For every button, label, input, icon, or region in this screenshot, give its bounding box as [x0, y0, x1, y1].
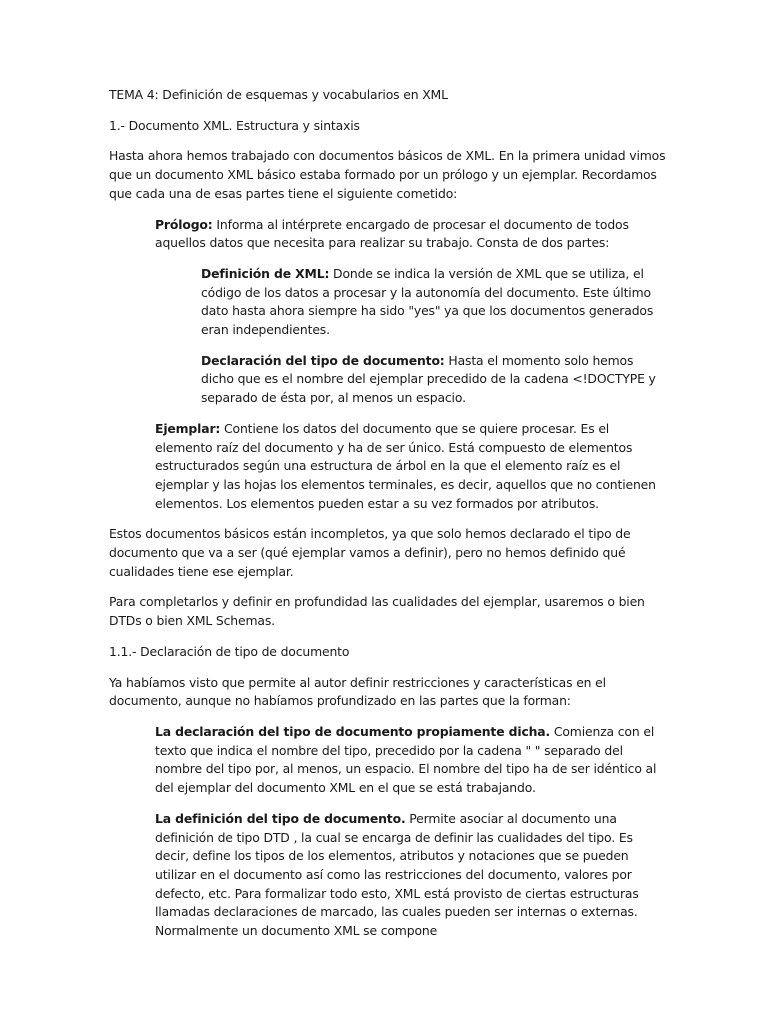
- document-page: [109, 86, 669, 953]
- definicion-tipo-term: La definición del tipo de documento.: [155, 810, 406, 826]
- decl-tipo-term: Declaración del tipo de documento:: [201, 352, 445, 368]
- decl-tipo-paragraph: [201, 352, 669, 408]
- section-heading-1-1: 1.1.- Declaración de tipo de documento: [109, 643, 350, 659]
- def-xml-text: Donde se indica la versión de XML que se utiliza, el código de los datos a procesar y la autonomía del documento. Este último dato hasta ahora siempre ha sido "yes" ya que los documentos generados eran independientes.: [201, 265, 654, 338]
- ejemplar-term: Ejemplar:: [155, 420, 221, 436]
- definicion-tipo-text: Permite asociar al documento una definición de tipo DTD , la cual se encarga de definir las cualidades del tipo. Es decir, define los tipos de los elementos, atributos y notaciones que se pueden utilizar en el documento así como las restricciones del documento, valores por defecto, etc. Para formalizar todo esto, XML está provisto de ciertas estructuras llamadas declaraciones de marcado, las cuales pueden ser internas o externas. Normalmente un documento XML se compone: [155, 810, 639, 939]
- definicion-tipo-paragraph: [155, 810, 669, 941]
- decl-tipo-text: Hasta el momento solo hemos dicho que es el nombre del ejemplar precedido de la cadena <!DOCTYPE y separado de ésta por, al menos un espacio.: [201, 352, 656, 406]
- completarlos-paragraph: Para completarlos y definir en profundidad las cualidades del ejemplar, usaremos o bien DTDs o bien XML Schemas.: [109, 594, 645, 629]
- habiamos-paragraph: Ya habíamos visto que permite al autor definir restricciones y características en el documento, aunque no habíamos profundizado en las partes que la forman:: [109, 674, 606, 709]
- decl-propia-term: La declaración del tipo de documento propiamente dicha.: [155, 723, 551, 739]
- intro-paragraph: Hasta ahora hemos trabajado con documentos básicos de XML. En la primera unidad vimos que un documento XML básico estaba formado por un prólogo y un ejemplar. Recordamos que cada una de esas partes tiene el siguiente cometido:: [109, 148, 666, 201]
- prologo-term: Prólogo:: [155, 216, 213, 232]
- prologo-paragraph: [155, 216, 669, 253]
- section-heading-1: 1.- Documento XML. Estructura y sintaxis: [109, 117, 360, 133]
- def-xml-term: Definición de XML:: [201, 265, 330, 281]
- decl-propia-paragraph: [155, 723, 669, 798]
- doc-title: TEMA 4: Definición de esquemas y vocabularios en XML: [109, 87, 448, 102]
- ejemplar-paragraph: [155, 420, 669, 514]
- prologo-text: Informa al intérprete encargado de procesar el documento de todos aquellos datos que necesita para realizar su trabajo. Consta de dos partes:: [155, 216, 629, 251]
- decl-propia-text: Comienza con el texto que indica el nombre del tipo, precedido por la cadena " " separado del nombre del tipo por, al menos, un espacio. El nombre del tipo ha de ser idéntico al del ejemplar del documento XML en el que se está trabajando.: [155, 723, 657, 796]
- ejemplar-text: Contiene los datos del documento que se quiere procesar. Es el elemento raíz del documento y ha de ser único. Está compuesto de elementos estructurados según una estructura de árbol en la que el elemento raíz es el ejemplar y las hojas los elementos terminales, es decir, aquellos que no contienen elementos. Los elementos pueden estar a su vez formados por atributos.: [155, 420, 656, 511]
- def-xml-paragraph: [201, 265, 669, 340]
- incompletos-paragraph: Estos documentos básicos están incompletos, ya que solo hemos declarado el tipo de documento que va a ser (qué ejemplar vamos a definir), pero no hemos definido qué cualidades tiene ese ejemplar.: [109, 526, 631, 579]
